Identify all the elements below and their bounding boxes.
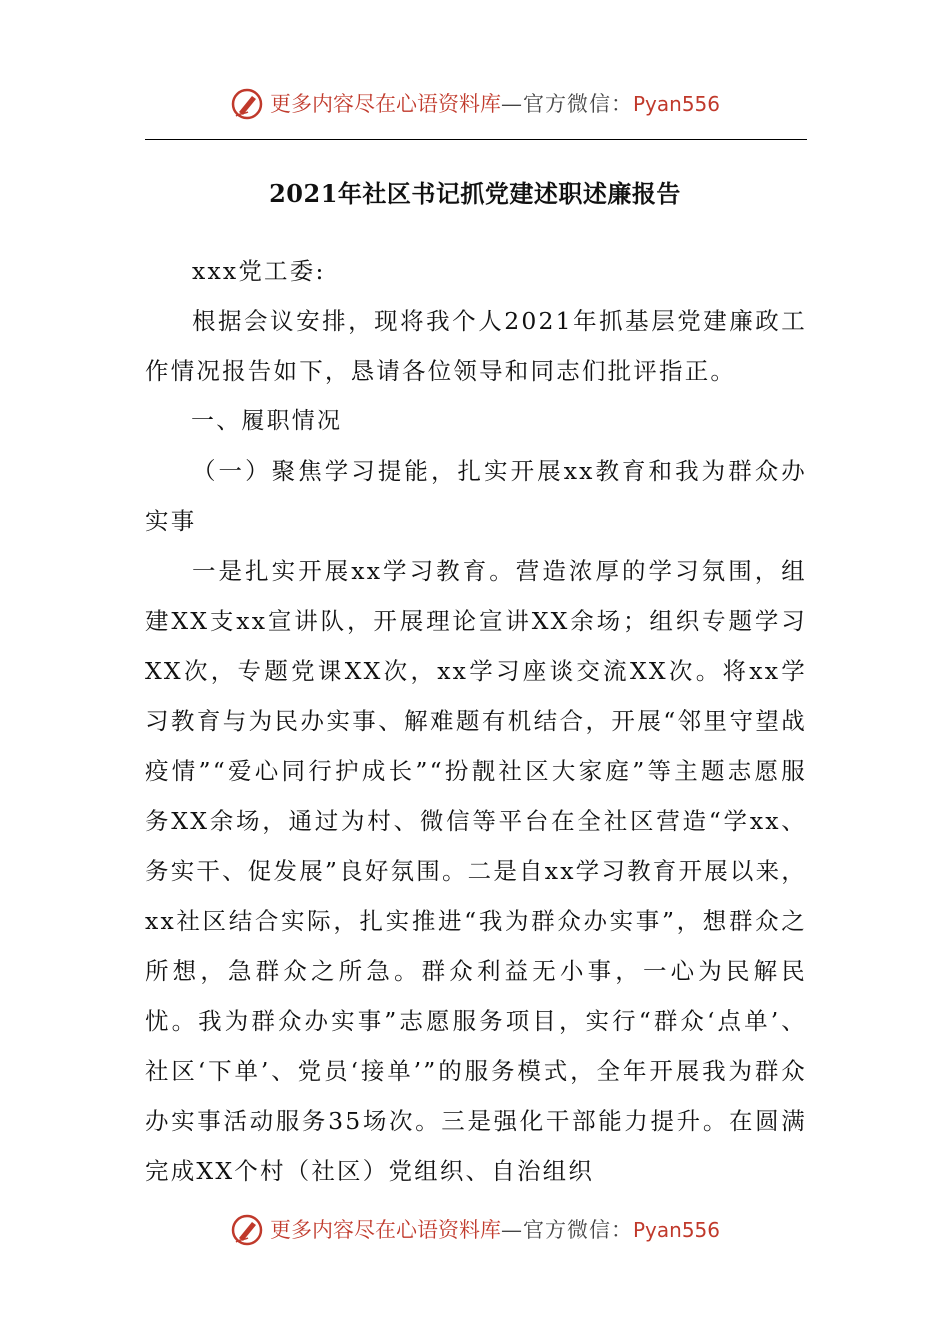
banner-wechat-id: Pyan556 [632, 92, 720, 116]
header-watermark-banner [0, 84, 950, 124]
banner-main-text: 更多内容尽在心语资料库 [269, 92, 501, 116]
document-body [145, 246, 807, 1196]
banner-main-text: 更多内容尽在心语资料库 [269, 1218, 501, 1242]
banner-sub-text: —官方微信： [500, 1218, 633, 1242]
banner-sub-text: —官方微信： [500, 92, 633, 116]
section-heading: 一、履职情况 [191, 408, 343, 434]
subsection-heading: （一）聚焦学习提能，扎实开展xx教育和我为群众办实事 [145, 457, 807, 535]
salutation: xxx党工委: [192, 257, 326, 285]
document-title: 2021年社区书记抓党建述职述廉报告 [269, 179, 681, 208]
banner-text [270, 1210, 720, 1250]
pen-logo-icon [230, 87, 264, 121]
header-divider [145, 139, 807, 140]
pen-logo-icon [230, 1213, 264, 1247]
banner-text [270, 84, 720, 124]
footer-watermark-banner [0, 1210, 950, 1250]
banner-wechat-id: Pyan556 [632, 1218, 720, 1242]
intro-paragraph: 根据会议安排，现将我个人2021年抓基层党建廉政工作情况报告如下，恳请各位领导和同志们批评指正。 [145, 307, 807, 385]
body-paragraph: 一是扎实开展xx学习教育。营造浓厚的学习氛围，组建XX支xx宣讲队，开展理论宣讲XX余场；组织专题学习XX次，专题党课XX次，xx学习座谈交流XX次。将xx学习教育与为民办实事、解难题有机结合，开展“邻里守望战疫情”“爱心同行护成长”“扮靓社区大家庭”等主题志愿服务XX余场，通过为村、微信等平台在全社区营造“学xx、务实干、促发展”良好氛围。二是自xx学习教育开展以来，xx社区结合实际，扎实推进“我为群众办实事”，想群众之所想，急群众之所急。群众利益无小事，一心为民解民忧。我为群众办实事”志愿服务项目，实行“群众‘点单’、社区‘下单’、党员‘接单’”的服务模式，全年开展我为群众办实事活动服务35场次。三是强化干部能力提升。在圆满完成XX个村（社区）党组织、自治组织 [145, 557, 807, 1185]
